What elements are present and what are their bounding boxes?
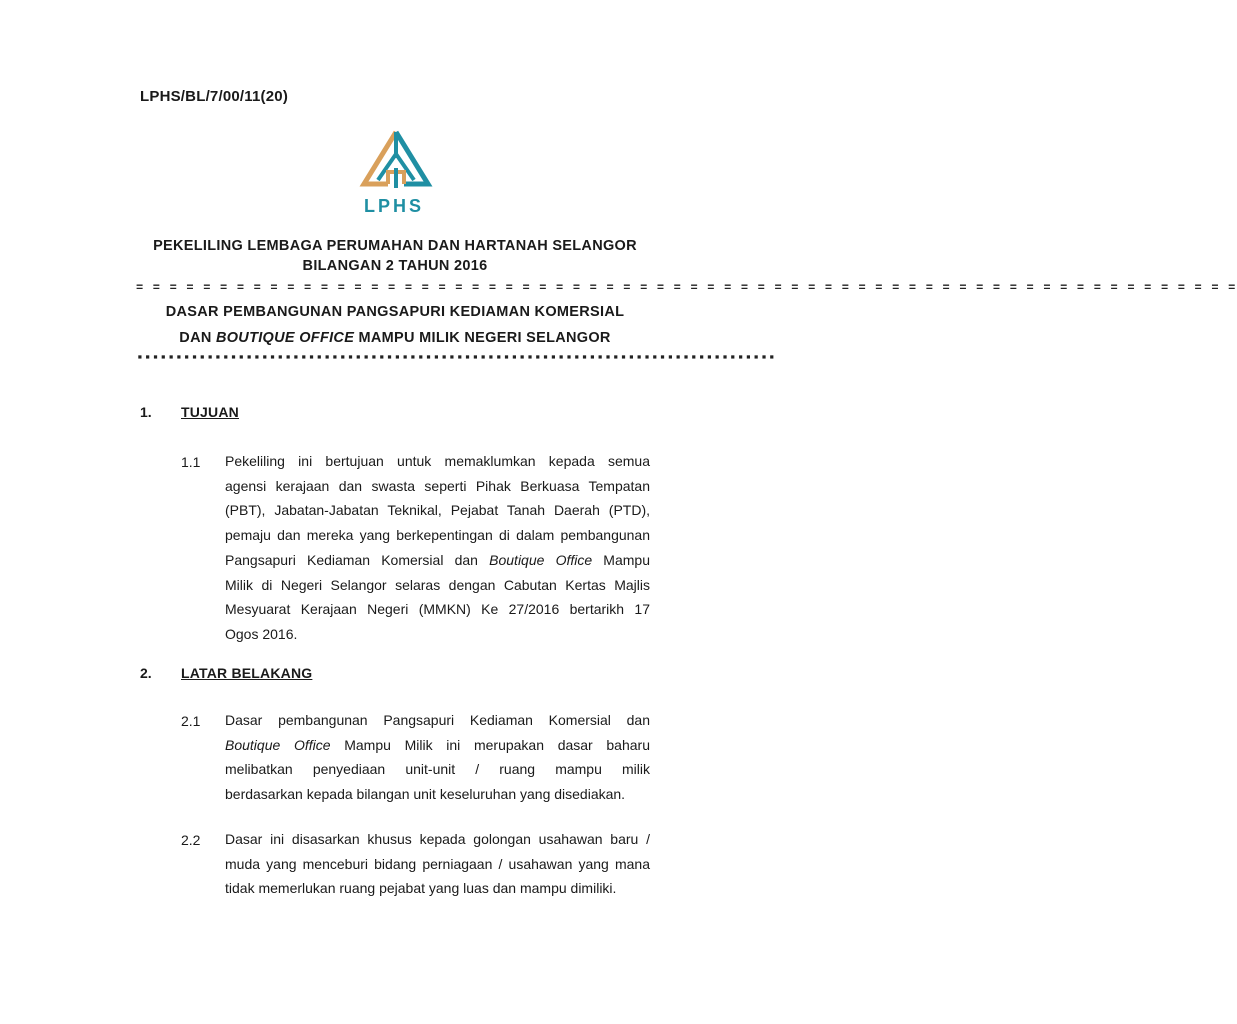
text-line: Milik di Negeri Selangor selaras dengan Cabutan Kertas Majlis xyxy=(225,576,650,593)
paragraph-number: 1.1 xyxy=(181,454,201,470)
paragraph-2-1 xyxy=(225,708,650,807)
text-line: Dasar ini disasarkan khusus kepada golongan usahawan baru / xyxy=(225,831,650,847)
paragraph-number: 2.2 xyxy=(181,832,201,848)
text-line: Ogos 2016. xyxy=(225,625,298,642)
reference-number: LPHS/BL/7/00/11(20) xyxy=(140,88,289,105)
house-arrow-logo-icon xyxy=(352,128,436,218)
circular-title: PEKELILING LEMBAGA PERUMAHAN DAN HARTANAH SELANGOR xyxy=(153,238,637,254)
section-number: 1. xyxy=(140,404,152,420)
paragraph-number: 2.1 xyxy=(181,713,201,729)
paragraph-1-1 xyxy=(225,449,650,647)
text-line: Pangsapuri Kediaman Komersial dan Boutique Office Mampu xyxy=(225,551,650,568)
double-rule-divider: = = = = = = = = = = = = = = = = = = = = = = = = = = = = = = = = = = = = = = = = = = = = = = = = = = = = = = = = = = = = = = = = = = xyxy=(136,281,1237,295)
logo-text: LPHS xyxy=(363,196,425,216)
lphs-logo xyxy=(352,128,436,218)
text-line: berdasarkan kepada bilangan unit keseluruhan yang disediakan. xyxy=(225,786,626,803)
text-line: pemaju dan mereka yang berkepentingan di dalam pembangunan xyxy=(225,527,650,544)
text-line: Dasar pembangunan Pangsapuri Kediaman Komersial dan xyxy=(225,712,650,728)
text-line: Mesyuarat Kerajaan Negeri (MMKN) Ke 27/2016 bertarikh 17 xyxy=(225,601,650,618)
paragraph-2-2 xyxy=(225,827,650,901)
text-line: Pekeliling ini bertujuan untuk memaklumkan kepada semua xyxy=(225,453,650,469)
circular-number: BILANGAN 2 TAHUN 2016 xyxy=(302,258,488,274)
text-line: Boutique Office Mampu Milik ini merupakan dasar baharu xyxy=(225,736,650,753)
text-line: tidak memerlukan ruang pejabat yang luas dan mampu dimiliki. xyxy=(225,880,617,897)
dotted-rule-divider: ▪▪▪▪▪▪▪▪▪▪▪▪▪▪▪▪▪▪▪▪▪▪▪▪▪▪▪▪▪▪▪▪▪▪▪▪▪▪▪▪▪▪▪▪▪▪▪▪▪▪▪▪▪▪▪▪▪▪▪▪▪▪▪▪▪▪▪▪▪▪▪▪▪▪▪▪▪▪▪▪▪▪ xyxy=(136,350,776,365)
section-title-tujuan: TUJUAN xyxy=(181,404,239,420)
text-line: melibatkan penyediaan unit-unit / ruang mampu milik xyxy=(225,761,650,778)
text-line: agensi kerajaan dan swasta seperti Pihak Berkuasa Tempatan xyxy=(225,477,650,494)
policy-title-line1: DASAR PEMBANGUNAN PANGSAPURI KEDIAMAN KOMERSIAL xyxy=(165,304,625,320)
section-number: 2. xyxy=(140,665,152,681)
text-line: (PBT), Jabatan-Jabatan Teknikal, Pejabat Tanah Daerah (PTD), xyxy=(225,502,650,519)
text-line: muda yang menceburi bidang perniagaan / usahawan yang mana xyxy=(225,855,650,872)
policy-title-line2: DAN BOUTIQUE OFFICE MAMPU MILIK NEGERI SELANGOR xyxy=(179,330,611,346)
section-title-latar-belakang: LATAR BELAKANG xyxy=(181,665,313,681)
